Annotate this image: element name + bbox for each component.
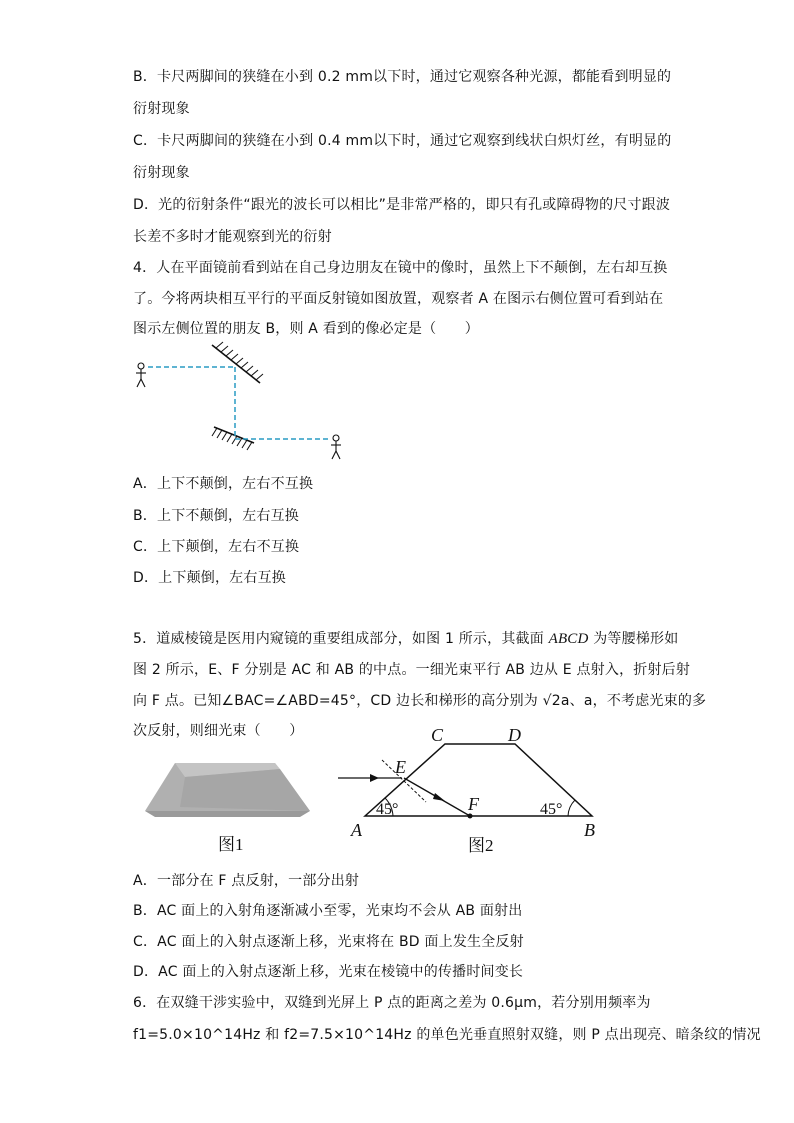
q5-figure2-trapezoid (330, 722, 610, 862)
q5-stem-line3: 向 F 点。已知∠BAC=∠ABD=45°，CD 边长和梯形的高分别为 √2a、a，不考虑光束的多 (133, 693, 707, 709)
point-f-dot (468, 814, 473, 819)
figure2-label: 图2 (468, 836, 494, 855)
label-d: D (508, 725, 521, 745)
q5-stem-line1 (133, 628, 678, 648)
q6-stem-line2: f1=5.0×10^14Hz 和 f2=7.5×10^14Hz 的单色光垂直照射双缝，则 P 点出现亮、暗条纹的情况 (133, 1027, 761, 1043)
angle-label-b: 45° (540, 801, 563, 818)
q4-stem-line1: 4．人在平面镜前看到站在自己身边朋友在镜中的像时，虽然上下不颠倒，左右却互换 (133, 260, 668, 276)
q3-option-c-line1: C．卡尺两脚间的狭缝在小到 0.4 mm以下时，通过它观察到线状白炽灯丝，有明显的 (133, 133, 672, 149)
incident-ray (338, 774, 402, 782)
angle-label-a: 45° (376, 801, 399, 818)
q4-stem-line3: 图示左侧位置的朋友 B，则 A 看到的像必定是（ ） (133, 321, 479, 337)
q4-stem-line2: 了。今将两块相互平行的平面反射镜如图放置，观察者 A 在图示右侧位置可看到站在 (133, 291, 664, 307)
q5-option-b: B．AC 面上的入射角逐渐减小至零，光束均不会从 AB 面射出 (133, 903, 523, 919)
q4-option-a: A．上下不颠倒，左右不互换 (133, 476, 314, 492)
q6-stem-line1: 6．在双缝干涉实验中，双缝到光屏上 P 点的距离之差为 0.6μm，若分别用频率为 (133, 995, 651, 1011)
q5-figure1-prism (140, 755, 320, 860)
q3-option-d-line2: 长差不多时才能观察到光的衍射 (133, 229, 332, 245)
label-b: B (584, 820, 595, 840)
q4-option-b: B．上下不颠倒，左右互换 (133, 508, 300, 524)
q3-option-c-line2: 衍射现象 (133, 165, 190, 181)
label-c: C (431, 725, 444, 745)
upper-mirror (212, 342, 263, 383)
light-path (148, 367, 328, 439)
q5-option-d: D．AC 面上的入射点逐渐上移，光束在棱镜中的传播时间变长 (133, 964, 524, 980)
person-b-icon (136, 363, 146, 387)
label-f: F (468, 794, 479, 814)
q4-mirror-figure (120, 335, 360, 465)
person-a-icon (331, 435, 341, 459)
q4-option-d: D．上下颠倒，左右互换 (133, 570, 286, 586)
q3-option-b-line1: B．卡尺两脚间的狭缝在小到 0.2 mm以下时，通过它观察各种光源，都能看到明显的 (133, 69, 672, 85)
prism-front-edge (145, 811, 310, 817)
q3-option-b-line2: 衍射现象 (133, 101, 190, 117)
q5-stem-line1-abcd: ABCD (548, 631, 589, 647)
q4-option-c: C．上下颠倒，左右不互换 (133, 539, 300, 555)
q3-option-d-line1: D．光的衍射条件“跟光的波长可以相比”是非常严格的，即只有孔或障碍物的尺寸跟波 (133, 197, 671, 213)
q5-stem-line4: 次反射，则细光束（ ） (133, 723, 304, 739)
q5-option-c: C．AC 面上的入射点逐渐上移，光束将在 BD 面上发生全反射 (133, 934, 524, 950)
q5-stem-line1-b: 为等腰梯形如 (588, 631, 679, 647)
label-a: A (351, 820, 362, 840)
refracted-ray (404, 778, 470, 816)
angle-arc-b (568, 800, 575, 816)
q5-stem-line1-a: 5．道威棱镜是医用内窥镜的重要组成部分，如图 1 所示，其截面 (133, 631, 549, 647)
q5-stem-line2: 图 2 所示，E、F 分别是 AC 和 AB 的中点。一细光束平行 AB 边从 E 点射入，折射后射 (133, 662, 691, 678)
q5-option-a: A．一部分在 F 点反射，一部分出射 (133, 873, 360, 889)
figure1-label: 图1 (218, 835, 244, 854)
label-e: E (395, 757, 406, 777)
